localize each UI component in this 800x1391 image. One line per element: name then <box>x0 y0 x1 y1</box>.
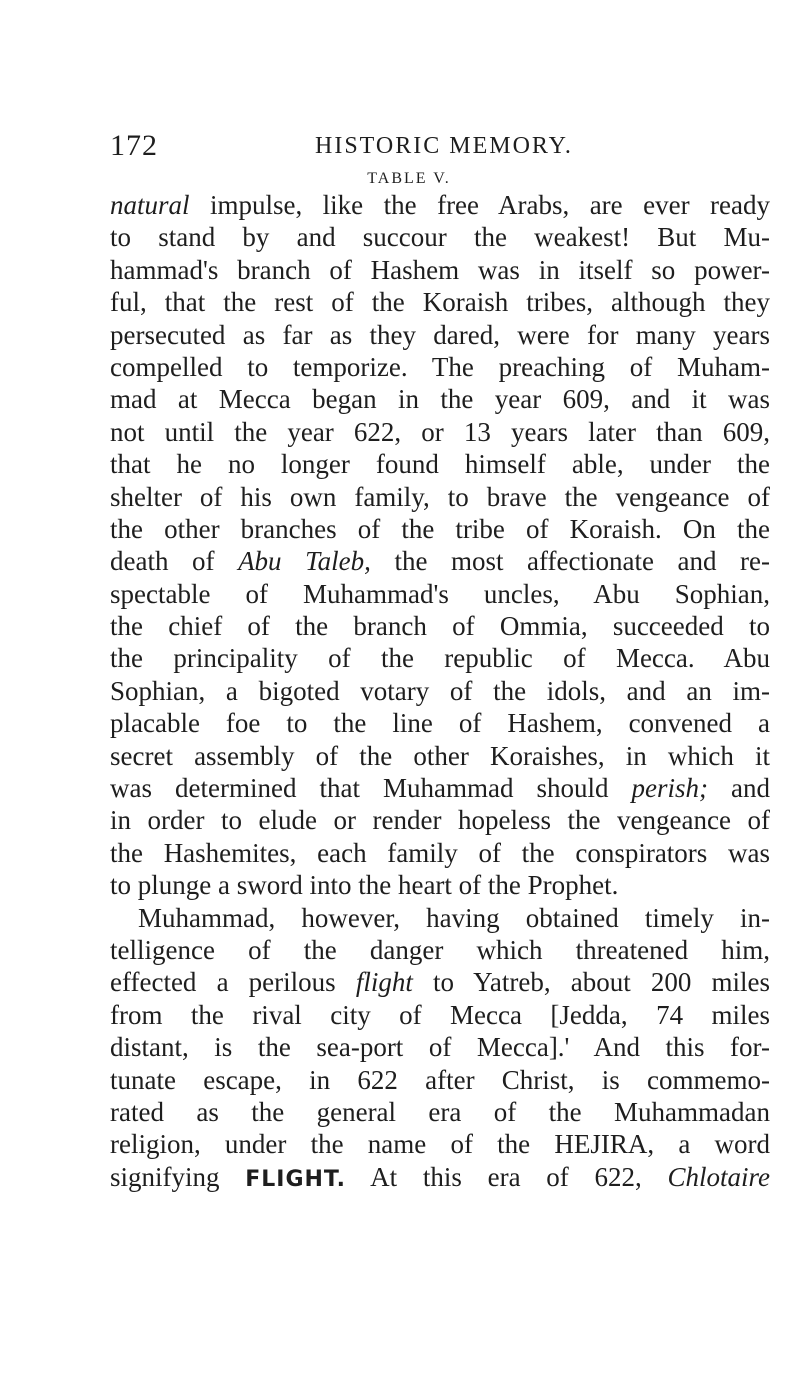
text-line: that he no longer found himself able, under the <box>110 449 770 480</box>
text-line: not until the year 622, or 13 years later than 609, <box>110 416 770 447</box>
text-line: the chief of the branch of Ommia, succeeded to <box>110 611 770 642</box>
text-line: hammad's branch of Hashem was in itself so power- <box>110 254 770 285</box>
text-line: mad at Mecca began in the year 609, and it was <box>110 384 770 415</box>
text-line: rated as the general era of the Muhammadan <box>110 1096 770 1127</box>
text-line: telligence of the danger which threatened him, <box>110 934 770 965</box>
body-text <box>110 189 770 1193</box>
running-title: HISTORIC MEMORY. <box>315 133 573 159</box>
text-line: secret assembly of the other Koraishes, in which it <box>110 740 770 771</box>
text-line: shelter of his own family, to brave the vengeance of <box>110 481 770 512</box>
text-line: spectable of Muhammad's uncles, Abu Sophian, <box>110 578 770 609</box>
text-line: the Hashemites, each family of the conspirators was <box>110 837 770 868</box>
sans-word: FLIGHT. <box>245 1166 346 1192</box>
text-line: from the rival city of Mecca [Jedda, 74 miles <box>110 999 770 1030</box>
italic-word: natural <box>110 190 190 220</box>
text-line: was determined that Muhammad should perish; and <box>110 773 770 804</box>
text-line: religion, under the name of the HEJIRA, a word <box>110 1129 770 1160</box>
text-line: Sophian, a bigoted votary of the idols, and an im- <box>110 675 770 706</box>
page-header <box>110 126 760 166</box>
italic-name: Abu Taleb, <box>238 546 371 577</box>
italic-word: flight <box>355 967 413 998</box>
text-line: natural impulse, like the free Arabs, are ever ready <box>110 190 770 220</box>
text-line: to stand by and succour the weakest! But Mu- <box>110 222 770 253</box>
text-line: death of Abu Taleb, the most affectionate and re- <box>110 546 770 577</box>
text-line: signifying FLIGHT. At this era of 622, Chlotaire <box>110 1161 770 1192</box>
text-line: the other branches of the tribe of Koraish. On the <box>110 513 770 544</box>
text-line: Muhammad, however, having obtained timely in- <box>138 902 770 933</box>
text-line: persecuted as far as they dared, were for many years <box>110 319 770 350</box>
page-number: 172 <box>110 129 158 162</box>
text-line: compelled to temporize. The preaching of Muham- <box>110 351 770 382</box>
text-line: effected a perilous flight to Yatreb, about 200 miles <box>110 967 770 998</box>
text-line: to plunge a sword into the heart of the Prophet. <box>110 870 619 901</box>
text-line: tunate escape, in 622 after Christ, is commemo- <box>110 1064 770 1095</box>
text-line: ful, that the rest of the Koraish tribes, although they <box>110 287 770 318</box>
italic-name: Chlotaire <box>667 1161 770 1192</box>
italic-word: perish; <box>631 773 708 804</box>
text-line: in order to elude or render hopeless the vengeance of <box>110 805 770 836</box>
text-line: placable foe to the line of Hashem, convened a <box>110 708 770 739</box>
text-line: distant, is the sea-port of Mecca].' And this for- <box>110 1032 770 1063</box>
table-label: TABLE V. <box>367 170 451 187</box>
text-line: the principality of the republic of Mecca. Abu <box>110 643 770 674</box>
